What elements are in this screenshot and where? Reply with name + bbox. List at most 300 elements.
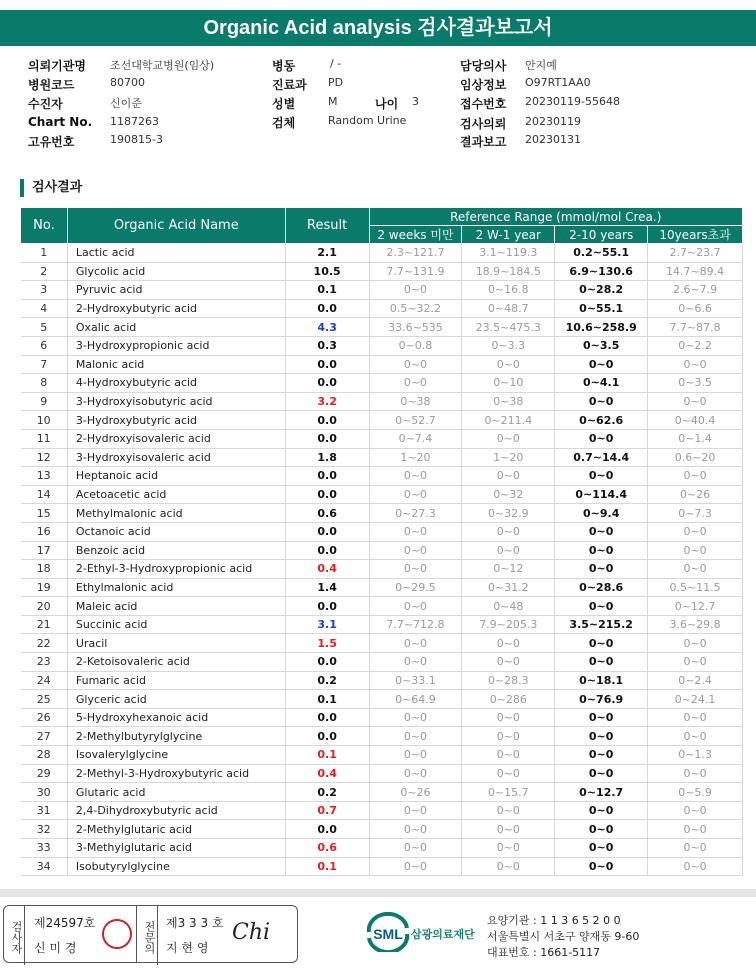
row-result: 0.0 <box>285 597 369 616</box>
row-acid-name: 3-Hydroxyisobutyric acid <box>67 392 285 411</box>
row-range-10years-over: 14.7~89.4 <box>648 262 743 281</box>
table-row <box>21 653 743 672</box>
info-value-sex: M <box>328 95 338 108</box>
row-range-2w-1year: 0~0 <box>462 820 555 839</box>
row-range-2w-1year: 0~0 <box>462 857 555 876</box>
subheader-2weeks: 2 weeks 미만 <box>369 226 462 244</box>
row-range-10years-over: 0~0 <box>648 522 743 541</box>
row-range-2-10years: 10.6~258.9 <box>555 318 648 337</box>
row-range-2weeks: 0~64.9 <box>369 690 462 709</box>
info-label-chart-no: Chart No. <box>28 115 93 129</box>
inspector-license-no: 제24597호 <box>34 916 96 930</box>
row-range-10years-over: 7.7~87.8 <box>648 318 743 337</box>
info-label-patient: 수진자 <box>28 97 63 111</box>
info-label-doctor: 담당의사 <box>460 59 507 73</box>
row-range-2weeks: 7.7~712.8 <box>369 615 462 634</box>
row-range-10years-over: 0~0 <box>648 541 743 560</box>
row-range-10years-over: 0~26 <box>648 485 743 504</box>
row-range-2w-1year: 0~16.8 <box>462 281 555 300</box>
info-value-unique-no: 190815-3 <box>110 133 163 146</box>
row-acid-name: Succinic acid <box>67 615 285 634</box>
row-range-2w-1year: 0~0 <box>462 727 555 746</box>
row-result: 4.3 <box>285 318 369 337</box>
row-result: 0.1 <box>285 281 369 300</box>
row-result: 0.1 <box>285 857 369 876</box>
row-range-2weeks: 0~0 <box>369 522 462 541</box>
row-acid-name: Glyceric acid <box>67 690 285 709</box>
info-label-receipt-no: 접수번호 <box>460 97 507 111</box>
row-range-10years-over: 0~5.9 <box>648 783 743 802</box>
row-range-10years-over: 0.5~11.5 <box>648 578 743 597</box>
row-acid-name: Acetoacetic acid <box>67 485 285 504</box>
row-range-10years-over: 0~2.2 <box>648 336 743 355</box>
row-acid-name: 2-Hydroxybutyric acid <box>67 299 285 318</box>
info-value-institution: 조선대학교병원(임상) <box>110 59 215 72</box>
row-range-10years-over: 0~24.1 <box>648 690 743 709</box>
row-acid-name: 2-Methylbutyrylglycine <box>67 727 285 746</box>
row-range-2-10years: 0~55.1 <box>555 299 648 318</box>
row-range-2-10years: 0~76.9 <box>555 690 648 709</box>
row-acid-name: Oxalic acid <box>67 318 285 337</box>
table-row <box>21 671 743 690</box>
subheader-2-10years: 2-10 years <box>555 226 648 244</box>
row-range-2weeks: 0~38 <box>369 392 462 411</box>
row-range-2-10years: 0~0 <box>555 839 648 858</box>
row-range-2w-1year: 0~0 <box>462 764 555 783</box>
row-range-10years-over: 2.7~23.7 <box>648 244 743 263</box>
row-range-2-10years: 0~0 <box>555 560 648 579</box>
table-row <box>21 578 743 597</box>
info-value-chart-no: 1187263 <box>110 115 159 128</box>
row-acid-name: Lactic acid <box>67 244 285 263</box>
info-label-report-date: 결과보고 <box>460 135 507 149</box>
row-result: 0.0 <box>285 653 369 672</box>
row-no: 7 <box>21 355 68 374</box>
header-reference-range: Reference Range (mmol/mol Crea.) <box>369 208 742 226</box>
table-row <box>21 467 743 486</box>
row-range-2w-1year: 0~3.3 <box>462 336 555 355</box>
row-range-10years-over: 0~0 <box>648 764 743 783</box>
row-acid-name: Methylmalonic acid <box>67 504 285 523</box>
row-range-2weeks: 2.3~121.7 <box>369 244 462 263</box>
row-result: 3.1 <box>285 615 369 634</box>
row-range-2-10years: 0~28.2 <box>555 281 648 300</box>
sml-logo-icon <box>365 912 411 952</box>
header-name: Organic Acid Name <box>67 208 285 244</box>
row-acid-name: 3-Hydroxybutyric acid <box>67 411 285 430</box>
table-row <box>21 597 743 616</box>
info-value-report-date: 20230131 <box>525 133 581 146</box>
row-no: 4 <box>21 299 68 318</box>
row-result: 0.0 <box>285 820 369 839</box>
report-title: Organic Acid analysis 검사결과보고서 <box>0 10 756 46</box>
row-acid-name: 3-Hydroxyisovaleric acid <box>67 448 285 467</box>
row-acid-name: Glycolic acid <box>67 262 285 281</box>
table-row <box>21 857 743 876</box>
table-row <box>21 839 743 858</box>
row-no: 29 <box>21 764 68 783</box>
row-range-10years-over: 0~6.6 <box>648 299 743 318</box>
row-range-2weeks: 0~0.8 <box>369 336 462 355</box>
table-row <box>21 355 743 374</box>
row-range-2-10years: 0.2~55.1 <box>555 244 648 263</box>
row-result: 1.4 <box>285 578 369 597</box>
row-result: 0.0 <box>285 411 369 430</box>
table-row <box>21 392 743 411</box>
row-range-2w-1year: 3.1~119.3 <box>462 244 555 263</box>
row-range-2-10years: 0~0 <box>555 857 648 876</box>
row-no: 6 <box>21 336 68 355</box>
row-acid-name: Malonic acid <box>67 355 285 374</box>
row-range-2w-1year: 0~38 <box>462 392 555 411</box>
info-value-ward: / - <box>330 57 342 70</box>
section-title: 검사결과 <box>20 179 82 197</box>
row-result: 0.0 <box>285 374 369 393</box>
row-result: 2.1 <box>285 244 369 263</box>
row-result: 0.4 <box>285 764 369 783</box>
row-range-10years-over: 0~0 <box>648 820 743 839</box>
info-value-request-date: 20230119 <box>525 115 581 128</box>
table-row <box>21 764 743 783</box>
row-range-2-10years: 0~0 <box>555 541 648 560</box>
row-range-10years-over: 2.6~7.9 <box>648 281 743 300</box>
specialist-signature: Chi <box>232 920 271 945</box>
row-no: 9 <box>21 392 68 411</box>
row-range-2-10years: 0~0 <box>555 746 648 765</box>
row-no: 27 <box>21 727 68 746</box>
row-range-10years-over: 0~3.5 <box>648 374 743 393</box>
row-range-2w-1year: 0~0 <box>462 746 555 765</box>
row-range-2w-1year: 0~15.7 <box>462 783 555 802</box>
table-row <box>21 708 743 727</box>
row-result: 1.5 <box>285 634 369 653</box>
row-range-2w-1year: 0~31.2 <box>462 578 555 597</box>
row-no: 14 <box>21 485 68 504</box>
row-range-2-10years: 0~0 <box>555 801 648 820</box>
row-range-10years-over: 0~0 <box>648 727 743 746</box>
row-range-2w-1year: 0~0 <box>462 355 555 374</box>
info-label-sex: 성별 <box>272 97 296 111</box>
row-range-2w-1year: 0~0 <box>462 634 555 653</box>
row-no: 31 <box>21 801 68 820</box>
facility-code: 요양기관 : 1 1 3 6 5 2 0 0 <box>487 914 621 927</box>
org-name: 삼광의료재단 <box>411 928 475 941</box>
row-no: 33 <box>21 839 68 858</box>
row-range-2weeks: 0.5~32.2 <box>369 299 462 318</box>
row-no: 21 <box>21 615 68 634</box>
row-range-2weeks: 0~52.7 <box>369 411 462 430</box>
inspector-name: 신 미 경 <box>34 941 77 955</box>
row-range-2weeks: 33.6~535 <box>369 318 462 337</box>
row-no: 25 <box>21 690 68 709</box>
row-acid-name: Octanoic acid <box>67 522 285 541</box>
row-no: 22 <box>21 634 68 653</box>
phone: 대표번호 : 1661-5117 <box>487 946 601 959</box>
row-range-2w-1year: 0~0 <box>462 801 555 820</box>
footer-divider <box>0 889 756 897</box>
row-result: 0.0 <box>285 708 369 727</box>
row-range-2-10years: 0~0 <box>555 597 648 616</box>
row-range-2weeks: 0~0 <box>369 485 462 504</box>
row-range-2w-1year: 0~0 <box>462 839 555 858</box>
table-row <box>21 485 743 504</box>
row-range-10years-over: 0~1.4 <box>648 429 743 448</box>
row-result: 0.0 <box>285 355 369 374</box>
table-row <box>21 318 743 337</box>
row-result: 0.2 <box>285 783 369 802</box>
row-no: 34 <box>21 857 68 876</box>
row-range-2weeks: 0~29.5 <box>369 578 462 597</box>
table-row <box>21 783 743 802</box>
row-acid-name: Glutaric acid <box>67 783 285 802</box>
row-range-2w-1year: 0~48.7 <box>462 299 555 318</box>
info-value-doctor: 안지예 <box>525 59 557 72</box>
row-range-2weeks: 0~0 <box>369 467 462 486</box>
row-range-2weeks: 0~0 <box>369 597 462 616</box>
row-no: 20 <box>21 597 68 616</box>
address: 서울특별시 서초구 양재동 9-60 <box>487 930 640 943</box>
row-range-10years-over: 0~0 <box>648 560 743 579</box>
row-acid-name: Isovalerylglycine <box>67 746 285 765</box>
subheader-10years-over: 10years초과 <box>648 226 743 244</box>
info-label-specimen: 검체 <box>272 116 296 130</box>
row-range-10years-over: 0~0 <box>648 801 743 820</box>
table-row <box>21 411 743 430</box>
row-result: 0.6 <box>285 504 369 523</box>
row-range-2weeks: 0~0 <box>369 653 462 672</box>
row-range-2w-1year: 0~0 <box>462 541 555 560</box>
row-range-2-10years: 0~0 <box>555 392 648 411</box>
specialist-license-no: 제3 3 3 호 <box>166 916 224 930</box>
row-range-2weeks: 0~7.4 <box>369 429 462 448</box>
row-no: 10 <box>21 411 68 430</box>
row-result: 0.4 <box>285 560 369 579</box>
row-range-2-10years: 0~0 <box>555 355 648 374</box>
row-range-2-10years: 0~0 <box>555 764 648 783</box>
row-no: 2 <box>21 262 68 281</box>
row-range-10years-over: 0~0 <box>648 467 743 486</box>
row-range-2weeks: 0~0 <box>369 839 462 858</box>
row-range-10years-over: 0~0 <box>648 653 743 672</box>
row-range-2-10years: 0~0 <box>555 429 648 448</box>
row-no: 28 <box>21 746 68 765</box>
row-acid-name: Heptanoic acid <box>67 467 285 486</box>
row-no: 1 <box>21 244 68 263</box>
row-no: 32 <box>21 820 68 839</box>
row-acid-name: 5-Hydroxyhexanoic acid <box>67 708 285 727</box>
row-result: 0.2 <box>285 671 369 690</box>
table-row <box>21 820 743 839</box>
row-range-2-10years: 0~0 <box>555 467 648 486</box>
info-value-hospital-code: 80700 <box>110 76 145 89</box>
table-row <box>21 374 743 393</box>
row-range-10years-over: 0~7.3 <box>648 504 743 523</box>
row-acid-name: Isobutyrylglycine <box>67 857 285 876</box>
row-range-2-10years: 0~114.4 <box>555 485 648 504</box>
row-result: 0.0 <box>285 541 369 560</box>
row-range-10years-over: 0~40.4 <box>648 411 743 430</box>
info-label-department: 진료과 <box>272 78 307 92</box>
row-range-10years-over: 0~0 <box>648 839 743 858</box>
row-acid-name: Uracil <box>67 634 285 653</box>
row-range-2weeks: 0~0 <box>369 634 462 653</box>
logo-text: SML <box>373 926 403 942</box>
table-row <box>21 727 743 746</box>
row-no: 18 <box>21 560 68 579</box>
table-row <box>21 690 743 709</box>
row-acid-name: 2-Methylglutaric acid <box>67 820 285 839</box>
row-range-10years-over: 0~0 <box>648 708 743 727</box>
row-range-2w-1year: 7.9~205.3 <box>462 615 555 634</box>
row-acid-name: 2-Methyl-3-Hydroxybutyric acid <box>67 764 285 783</box>
info-label-age: 나이 <box>375 97 399 111</box>
table-row <box>21 746 743 765</box>
info-label-clinical-info: 임상정보 <box>460 78 507 92</box>
info-label-request-date: 검사의뢰 <box>460 117 507 131</box>
row-range-2-10years: 0~0 <box>555 522 648 541</box>
results-table <box>20 207 743 876</box>
row-range-2weeks: 0~0 <box>369 857 462 876</box>
row-no: 15 <box>21 504 68 523</box>
info-label-unique-no: 고유번호 <box>28 135 75 149</box>
info-value-specimen: Random Urine <box>328 114 407 127</box>
row-range-2w-1year: 23.5~475.3 <box>462 318 555 337</box>
row-range-2weeks: 7.7~131.9 <box>369 262 462 281</box>
row-acid-name: 2,4-Dihydroxybutyric acid <box>67 801 285 820</box>
row-range-2-10years: 0~3.5 <box>555 336 648 355</box>
row-acid-name: Pyruvic acid <box>67 281 285 300</box>
row-range-2w-1year: 0~32 <box>462 485 555 504</box>
row-range-2-10years: 0~28.6 <box>555 578 648 597</box>
row-range-2w-1year: 0~0 <box>462 467 555 486</box>
row-range-2w-1year: 0~28.3 <box>462 671 555 690</box>
row-range-2weeks: 0~0 <box>369 708 462 727</box>
table-row <box>21 448 743 467</box>
row-acid-name: Maleic acid <box>67 597 285 616</box>
row-range-2-10years: 0~9.4 <box>555 504 648 523</box>
row-result: 1.8 <box>285 448 369 467</box>
row-range-2weeks: 0~0 <box>369 746 462 765</box>
table-row <box>21 541 743 560</box>
row-range-2-10years: 0~12.7 <box>555 783 648 802</box>
table-row <box>21 281 743 300</box>
row-range-10years-over: 0~0 <box>648 355 743 374</box>
table-row <box>21 504 743 523</box>
table-row <box>21 522 743 541</box>
row-result: 0.3 <box>285 336 369 355</box>
row-acid-name: 2-Ethyl-3-Hydroxypropionic acid <box>67 560 285 579</box>
table-row <box>21 244 743 263</box>
header-no: No. <box>21 208 68 244</box>
row-range-2weeks: 0~0 <box>369 764 462 783</box>
row-result: 0.1 <box>285 690 369 709</box>
row-range-2weeks: 0~33.1 <box>369 671 462 690</box>
subheader-2w-1year: 2 W-1 year <box>462 226 555 244</box>
table-row <box>21 615 743 634</box>
info-value-receipt-no: 20230119-55648 <box>525 95 620 108</box>
signature-box <box>3 905 298 963</box>
row-result: 0.0 <box>285 299 369 318</box>
row-range-2weeks: 1~20 <box>369 448 462 467</box>
row-no: 5 <box>21 318 68 337</box>
table-row <box>21 336 743 355</box>
row-range-2-10years: 6.9~130.6 <box>555 262 648 281</box>
info-label-ward: 병동 <box>272 59 296 73</box>
row-no: 19 <box>21 578 68 597</box>
row-acid-name: 2-Ketoisovaleric acid <box>67 653 285 672</box>
row-acid-name: 3-Hydroxypropionic acid <box>67 336 285 355</box>
row-no: 24 <box>21 671 68 690</box>
row-range-2-10years: 0~18.1 <box>555 671 648 690</box>
table-row <box>21 560 743 579</box>
row-range-10years-over: 0~0 <box>648 392 743 411</box>
row-range-2weeks: 0~0 <box>369 374 462 393</box>
row-result: 0.0 <box>285 467 369 486</box>
row-result: 0.0 <box>285 485 369 504</box>
row-range-2w-1year: 0~10 <box>462 374 555 393</box>
row-result: 0.7 <box>285 801 369 820</box>
header-result: Result <box>285 208 369 244</box>
row-range-2-10years: 0~4.1 <box>555 374 648 393</box>
specialist-label: 전문의 <box>137 906 158 965</box>
row-range-2w-1year: 0~211.4 <box>462 411 555 430</box>
row-acid-name: 2-Hydroxyisovaleric acid <box>67 429 285 448</box>
row-result: 0.0 <box>285 727 369 746</box>
row-no: 23 <box>21 653 68 672</box>
row-no: 3 <box>21 281 68 300</box>
row-range-2-10years: 0~62.6 <box>555 411 648 430</box>
row-range-2-10years: 0~0 <box>555 727 648 746</box>
info-value-clinical-info: O97RT1AA0 <box>525 76 591 89</box>
row-acid-name: 4-Hydroxybutyric acid <box>67 374 285 393</box>
row-range-2weeks: 0~0 <box>369 281 462 300</box>
row-range-10years-over: 3.6~29.8 <box>648 615 743 634</box>
row-no: 26 <box>21 708 68 727</box>
row-no: 11 <box>21 429 68 448</box>
table-row <box>21 299 743 318</box>
row-range-2w-1year: 0~32.9 <box>462 504 555 523</box>
row-range-10years-over: 0~0 <box>648 634 743 653</box>
row-result: 0.6 <box>285 839 369 858</box>
inspector-label: 검사자 <box>4 906 25 965</box>
row-range-10years-over: 0.6~20 <box>648 448 743 467</box>
row-range-2weeks: 0~0 <box>369 820 462 839</box>
row-result: 0.1 <box>285 746 369 765</box>
row-no: 16 <box>21 522 68 541</box>
row-no: 17 <box>21 541 68 560</box>
row-range-2weeks: 0~0 <box>369 727 462 746</box>
row-no: 8 <box>21 374 68 393</box>
row-range-2-10years: 3.5~215.2 <box>555 615 648 634</box>
info-value-patient: 신이준 <box>110 97 142 110</box>
row-result: 0.0 <box>285 429 369 448</box>
row-range-2w-1year: 0~0 <box>462 429 555 448</box>
row-range-10years-over: 0~0 <box>648 857 743 876</box>
row-range-2-10years: 0~0 <box>555 820 648 839</box>
table-row <box>21 801 743 820</box>
row-range-2weeks: 0~0 <box>369 560 462 579</box>
info-label-hospital-code: 병원코드 <box>28 78 75 92</box>
inspector-stamp-icon <box>102 919 132 949</box>
info-label-institution: 의뢰기관명 <box>28 59 86 73</box>
row-range-2weeks: 0~27.3 <box>369 504 462 523</box>
row-range-2w-1year: 0~286 <box>462 690 555 709</box>
row-no: 12 <box>21 448 68 467</box>
table-row <box>21 634 743 653</box>
row-range-2weeks: 0~0 <box>369 355 462 374</box>
row-range-10years-over: 0~12.7 <box>648 597 743 616</box>
row-range-10years-over: 0~2.4 <box>648 671 743 690</box>
